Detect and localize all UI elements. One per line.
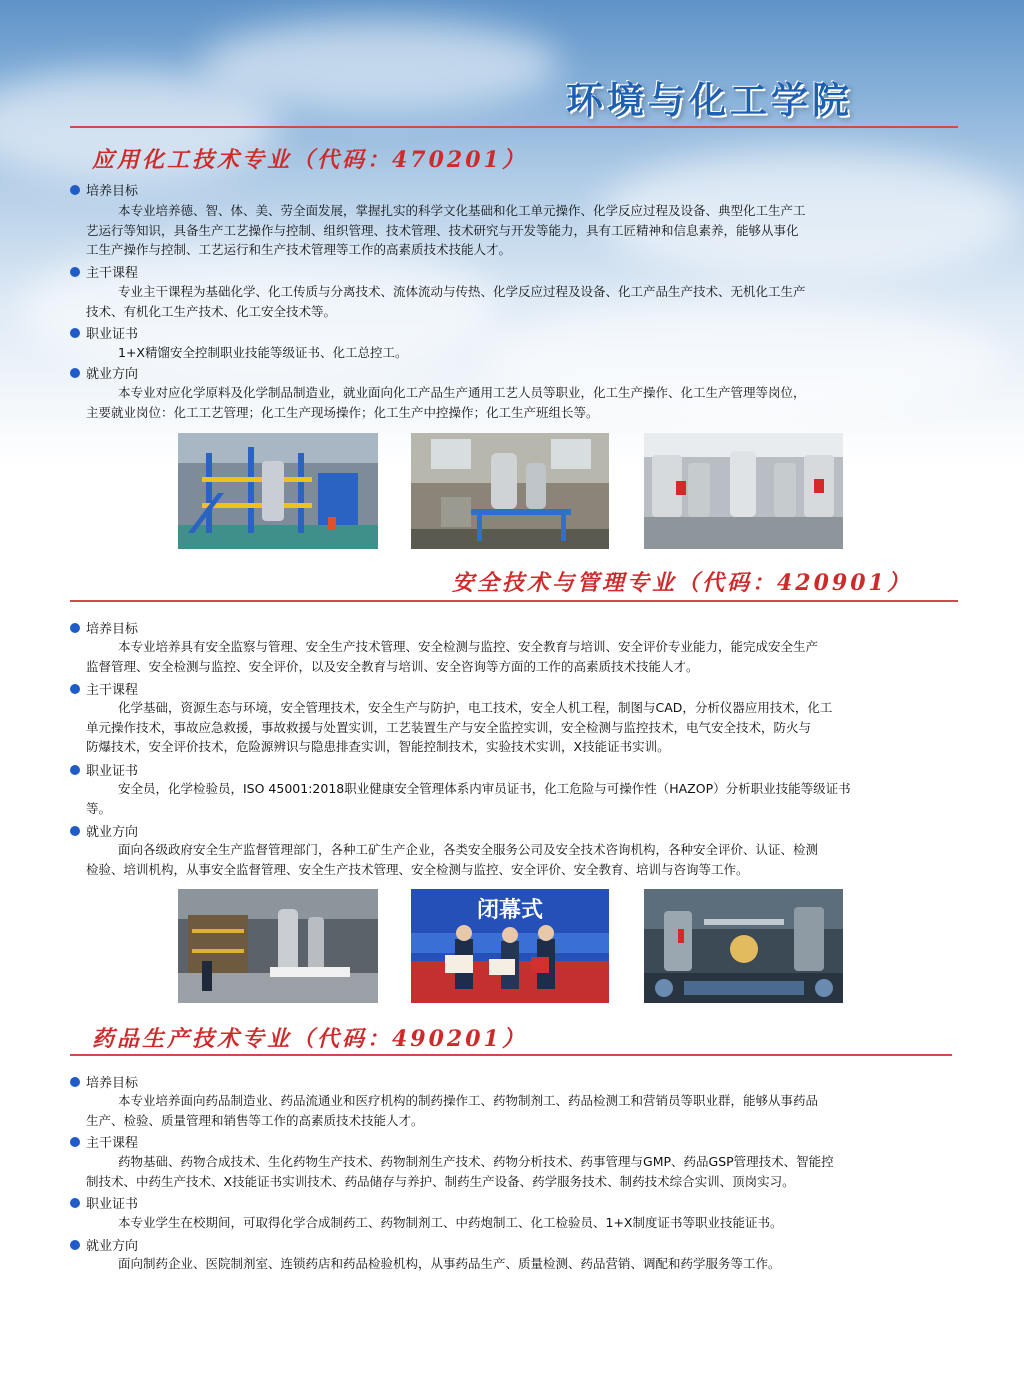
bullet-icon [70, 765, 80, 775]
bullet-icon [70, 1077, 80, 1087]
item-heading: 主干课程 [70, 262, 138, 281]
bullet-icon [70, 1240, 80, 1250]
section-title: 应用化工技术专业（代码：470201） [92, 147, 527, 173]
item-paragraph: 本专业培养德、智、体、美、劳全面发展，掌握扎实的科学文化基础和化工单元操作、化学反应过程及设备、典型化工生产工 艺运行等知识，具备生产工艺操作与控制、组织管理、技术管理、技术研究与开发等能力，具有工匠精神和信息素养，能够从事化 工生产操作与控制、工艺运行和生产技术管理等工作的高素质技术技能人才。 [86, 203, 806, 257]
section-title: 安全技术与管理专业（代码：420901） [452, 570, 912, 596]
item-paragraph: 本专业对应化学原料及化学制品制造业，就业面向化工产品生产通用工艺人员等职业，化工生产操作、化工生产管理等岗位， 主要就业岗位：化工工艺管理；化工生产现场操作；化工生产中控操作；化工生产班组长等。 [86, 385, 806, 420]
item-heading: 职业证书 [70, 760, 138, 779]
section-divider [70, 126, 958, 128]
bullet-icon [70, 267, 80, 277]
item-heading: 就业方向 [70, 821, 138, 840]
section-divider [70, 600, 958, 602]
bullet-icon [70, 826, 80, 836]
item-heading: 主干课程 [70, 679, 138, 698]
item-heading: 职业证书 [70, 1193, 138, 1212]
item-heading: 就业方向 [70, 1235, 138, 1254]
page-title: 环境与化工学院 [566, 79, 853, 122]
item-heading: 职业证书 [70, 323, 138, 342]
bullet-icon [70, 1198, 80, 1208]
bullet-icon [70, 328, 80, 338]
item-paragraph: 本专业培养面向药品制造业、药品流通业和医疗机构的制药操作工、药物制剂工、药品检测工和营销员等职业群，能够从事药品 生产、检验、质量管理和销售等工作的高素质技术技能人才。 [86, 1093, 819, 1128]
stainless-reactor-room-photo [644, 433, 843, 549]
item-heading: 培养目标 [70, 180, 138, 199]
item-paragraph: 1+X精馏安全控制职业技能等级证书、化工总控工。 [118, 345, 408, 360]
item-heading: 培养目标 [70, 1072, 138, 1091]
closing-ceremony-photo [411, 889, 609, 1003]
item-heading: 就业方向 [70, 363, 138, 382]
section-title: 药品生产技术专业（代码：490201） [92, 1026, 527, 1052]
item-paragraph: 专业主干课程为基础化学、化工传质与分离技术、流体流动与传热、化学反应过程及设备、化工产品生产技术、无机化工生产 技术、有机化工生产技术、化工安全技术等。 [86, 284, 806, 319]
section-divider [70, 1054, 952, 1056]
bullet-icon [70, 684, 80, 694]
item-heading: 培养目标 [70, 618, 138, 637]
item-heading: 主干课程 [70, 1132, 138, 1151]
cloud-decoration [200, 20, 560, 110]
training-workshop-photo [178, 889, 378, 1003]
item-paragraph: 本专业学生在校期间，可取得化学合成制药工、药物制剂工、中药炮制工、化工检验员、1+X制度证书等职业技能证书。 [118, 1215, 783, 1230]
item-paragraph: 面向各级政府安全生产监督管理部门，各种工矿生产企业，各类安全服务公司及安全技术咨询机构，各种安全评价、认证、检测 检验、培训机构，从事安全监督管理、安全生产技术管理、安全检测与监控、安全评价、安全教育、培训与咨询等工作。 [86, 842, 819, 877]
item-paragraph: 本专业培养具有安全监察与管理、安全生产技术管理、安全检测与监控、安全教育与培训、安全评价专业能力，能完成安全生产 监督管理、安全检测与监控、安全评价，以及安全教育与培训、安全咨询等方面的工作的高素质技术技能人才。 [86, 639, 819, 674]
item-paragraph: 面向制药企业、医院制剂室、连锁药店和药品检验机构，从事药品生产、质量检测、药品营销、调配和药学服务等工作。 [118, 1256, 781, 1271]
virtual-simulation-photo [644, 889, 843, 1003]
item-paragraph: 药物基础、药物合成技术、生化药物生产技术、药物制剂生产技术、药物分析技术、药事管理与GMP、药品GSP管理技术、智能控 制技术、中药生产技术、X技能证书实训技术、药品储存与养护、制药生产设备、药学服务技术、制药技术综合实训、顶岗实习。 [86, 1154, 834, 1189]
item-paragraph: 安全员，化学检验员，ISO 45001:2018职业健康安全管理体系内审员证书，化工危险与可操作性（HAZOP）分析职业技能等级证书 等。 [86, 781, 851, 816]
bullet-icon [70, 623, 80, 633]
bullet-icon [70, 1137, 80, 1147]
chemical-plant-blue-structure-photo [178, 433, 378, 549]
item-paragraph: 化学基础，资源生态与环境，安全管理技术，安全生产与防护，电工技术，安全人机工程，制图与CAD，分析仪器应用技术，化工 单元操作技术，事故应急救援，事故救援与处置实训，工艺装置生产与安全监控实训，安全检测与监控技术，电气安全技术，防火与 防爆技术，安全评价技术，危险源辨识与隐患排查实训，智能控制技术，实验技术实训，X技能证书实训。 [86, 700, 833, 754]
chemical-lab-reactor-photo [411, 433, 609, 549]
ceremony-banner-text: 闭幕式 [476, 898, 544, 923]
bullet-icon [70, 185, 80, 195]
bullet-icon [70, 368, 80, 378]
